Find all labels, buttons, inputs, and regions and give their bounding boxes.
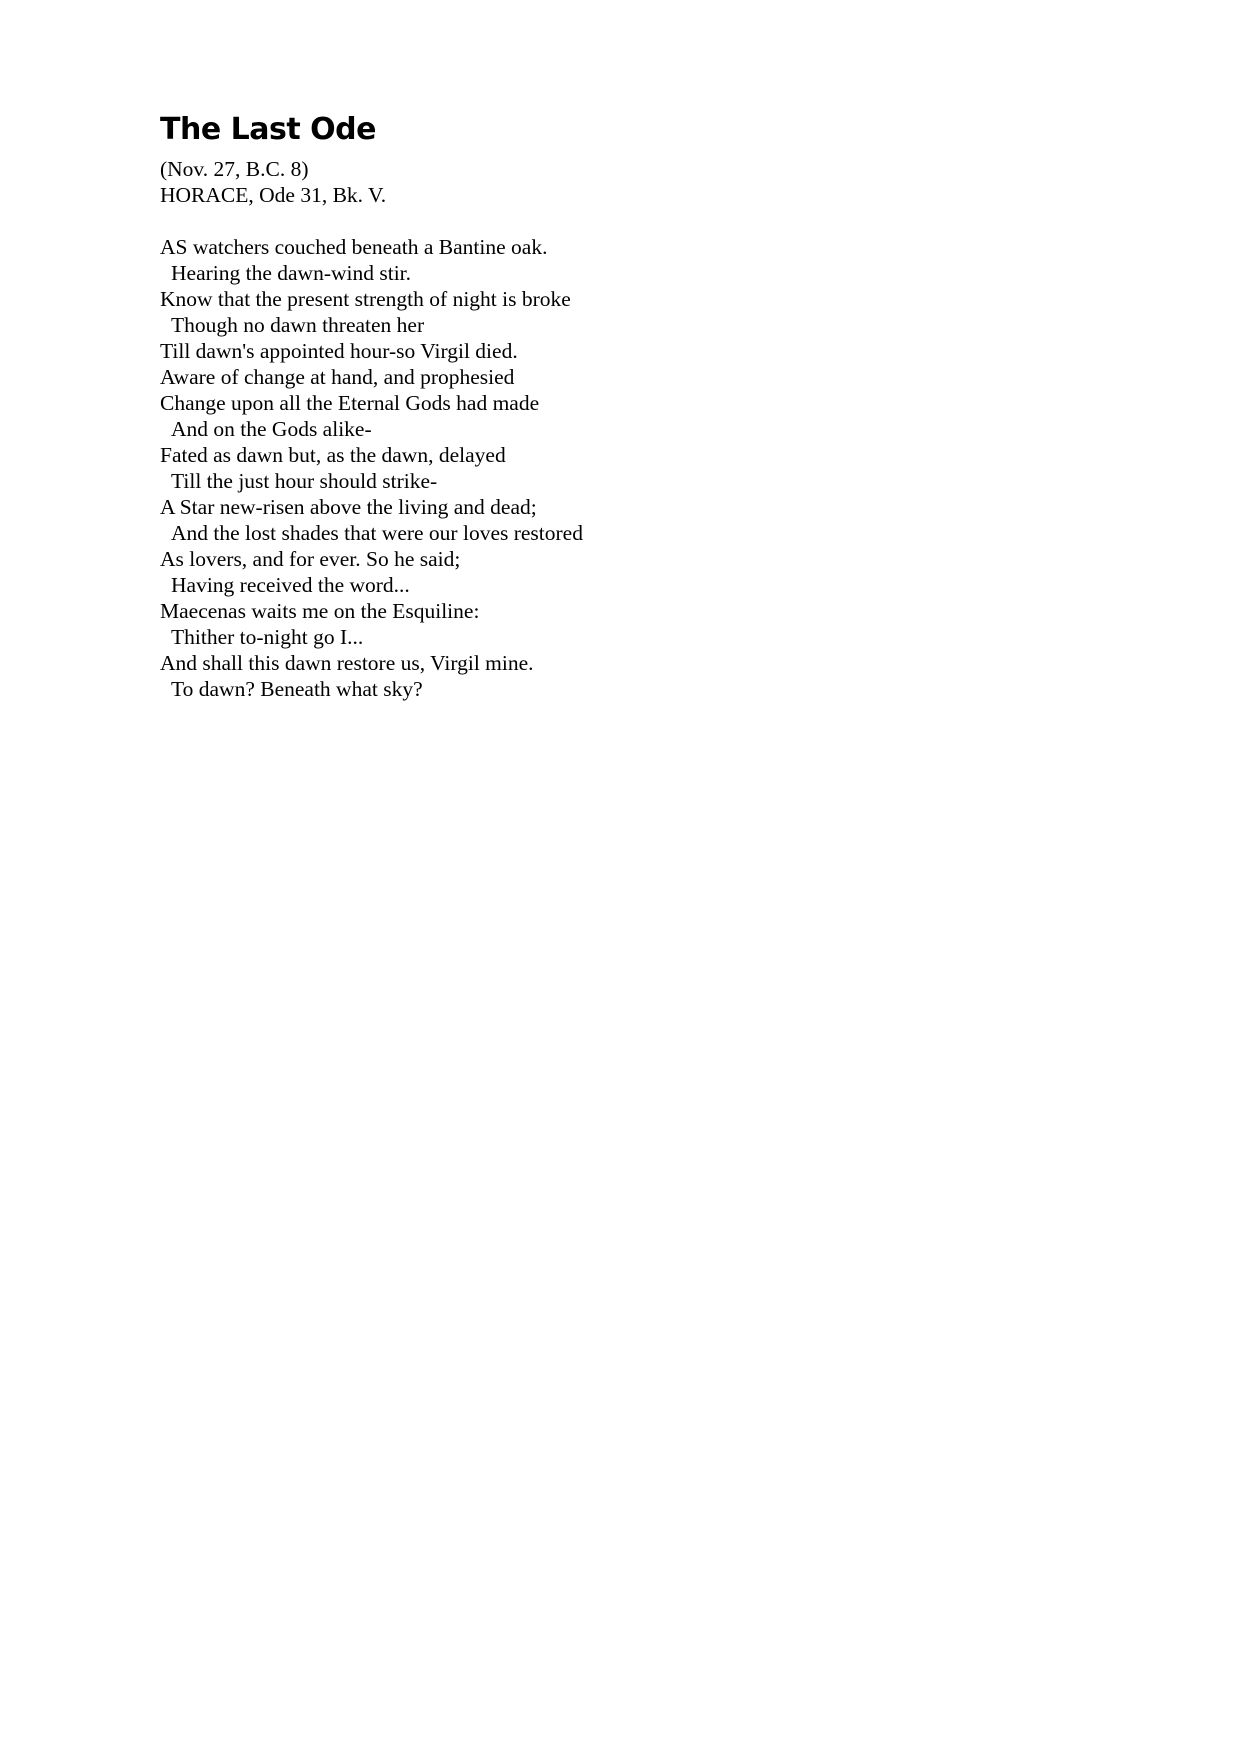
verse-line: Hearing the dawn-wind stir. <box>171 261 412 285</box>
verse-line: Aware of change at hand, and prophesied <box>160 365 515 389</box>
verse-line: A Star new-risen above the living and dead; <box>160 495 537 519</box>
poem-content <box>160 110 1060 702</box>
poem-date: (Nov. 27, B.C. 8) <box>160 157 309 181</box>
verse-line: To dawn? Beneath what sky? <box>171 677 423 701</box>
verse-line: Though no dawn threaten her <box>171 313 425 337</box>
poem-title: The Last Ode <box>160 112 376 147</box>
verse-line: Having received the word... <box>171 573 410 597</box>
verse-line: Thither to-night go I... <box>171 625 364 649</box>
verse-line: And the lost shades that were our loves restored <box>171 521 583 545</box>
verse-line: AS watchers couched beneath a Bantine oak. <box>160 235 548 259</box>
poem-verse <box>160 234 1060 702</box>
verse-line: Fated as dawn but, as the dawn, delayed <box>160 443 506 467</box>
verse-line: And shall this dawn restore us, Virgil mine. <box>160 651 534 675</box>
poem-attribution: HORACE, Ode 31, Bk. V. <box>160 183 387 207</box>
verse-line: As lovers, and for ever. So he said; <box>160 547 461 571</box>
verse-line: Change upon all the Eternal Gods had made <box>160 391 540 415</box>
verse-line: Till dawn's appointed hour-so Virgil died. <box>160 339 518 363</box>
verse-line: Till the just hour should strike- <box>171 469 438 493</box>
verse-line: Know that the present strength of night is broke <box>160 287 571 311</box>
verse-line: And on the Gods alike- <box>171 417 372 441</box>
verse-line: Maecenas waits me on the Esquiline: <box>160 599 480 623</box>
poem-meta <box>160 156 1060 208</box>
